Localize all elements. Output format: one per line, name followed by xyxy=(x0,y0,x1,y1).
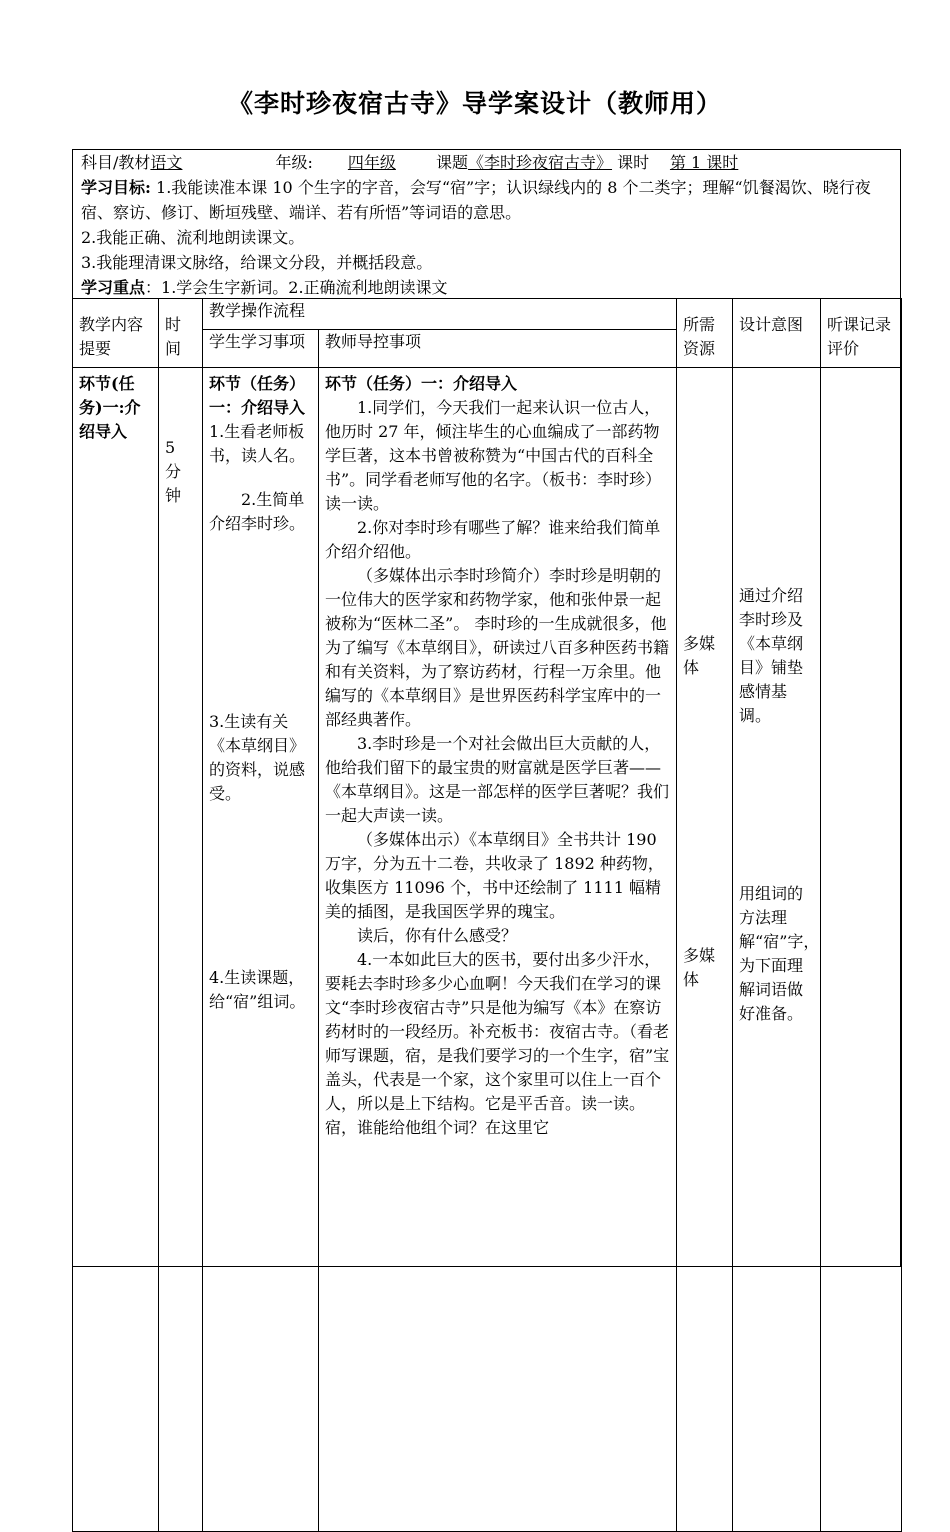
teacher-para-4: 3.李时珍是一个对社会做出巨大贡献的人，他给我们留下的最宝贵的财富就是医学巨著——《本草纲目》。这是一部怎样的医学巨著呢？我们一起大声读一读。 xyxy=(325,734,670,825)
objectives-label: 学习目标: xyxy=(81,178,151,197)
student-step-3: 3.生读有关《本草纲目》的资料，说感受。 xyxy=(209,712,306,803)
row1-time xyxy=(159,368,203,1532)
teacher-para-5: （多媒体出示）《本草纲目》全书共计 190 万字，分为五十二卷，共收录了 1892 种药物，收集医方 11096 个，书中还绘制了 1111 幅精美的插图，是我国医学界的瑰宝。 xyxy=(325,830,664,921)
subject-value: 语文 xyxy=(150,153,183,172)
grade-label: 年级: xyxy=(275,153,313,172)
header-time: 时间 xyxy=(159,299,203,368)
period-value: 第 1 课时 xyxy=(669,153,739,172)
resource-2: 多媒体 xyxy=(683,946,716,989)
row1-time-text: 5 分钟 xyxy=(165,438,182,505)
grade-value: 四年级 xyxy=(347,153,396,172)
key-points-text: ：1.学会生字新词。2.正确流利地朗读课文 xyxy=(145,278,448,297)
objective-1: 1.我能读准本课 10 个生字的字音，会写“宿”字；认识绿线内的 8 个二类字；理解“饥餐渴饮、晓行夜宿、察访、修订、断垣残壁、端详、若有所悟”等词语的意思。 xyxy=(81,178,871,222)
page-title: 《李时珍夜宿古寺》导学案设计（教师用） xyxy=(227,89,722,118)
header-intent: 设计意图 xyxy=(733,299,821,368)
row1-teacher xyxy=(319,368,677,1532)
row1-student xyxy=(203,368,319,1532)
student-step-1: 1.生看老师板书，读人名。 xyxy=(209,422,306,465)
topic-value: 《李时珍夜宿古寺》 xyxy=(468,153,613,172)
student-heading: 环节（任务）一：介绍导入 xyxy=(209,374,306,417)
teacher-para-2: 2.你对李时珍有哪些了解？谁来给我们简单介绍介绍他。 xyxy=(325,518,661,561)
student-step-2: 2.生简单介绍李时珍。 xyxy=(209,490,306,533)
flow-table xyxy=(72,298,902,1532)
topic-label: 课题 xyxy=(436,153,469,172)
header-flow: 教学操作流程 xyxy=(203,299,677,330)
teacher-para-1: 1.同学们，今天我们一起来认识一位古人，他历时 27 年，倾注毕生的心血编成了一部药物学巨著，这本书曾被称赞为“中国古代的百科全书”。同学看老师写他的名字。（板书：李时珍）读一读。 xyxy=(325,398,662,513)
header-student: 学生学习事项 xyxy=(203,329,319,367)
row1-resource xyxy=(677,368,733,1532)
header-teacher: 教师导控事项 xyxy=(319,329,677,367)
teacher-para-7: 4.一本如此巨大的医书，要付出多少汗水，要耗去李时珍多少心血啊！今天我们在学习的课文“李时珍夜宿古寺”只是他为编写《本》在察访药材时的一段经历。补充板书：夜宿古寺。（看老师写课题，宿，是我们要学习的一个生字，宿”宝盖头，代表是一个家，这个家里可以住上一百个人，所以是上下结构。它是平舌音。读一读。宿，谁能给他组个词？在这里它 xyxy=(325,950,670,1137)
row1-intent xyxy=(733,368,821,1532)
header-content: 教学内容提要 xyxy=(73,299,159,368)
student-step-4: 4.生读课题，给“宿”组词。 xyxy=(209,968,306,1011)
resource-1: 多媒体 xyxy=(683,634,716,677)
teacher-para-3: （多媒体出示李时珍简介）李时珍是明朝的一位伟大的医学家和药物学家，他和张仲景一起被称为“医林二圣”。 李时珍的一生成就很多，他为了编写《本草纲目》，研读过八百多种医药书籍和有关资料，为了察访药材，行程一万余里。他编写的《本草纲目》是世界医药科学宝库中的一部经典著作。 xyxy=(325,566,670,729)
header-eval: 听课记录评价 xyxy=(821,299,902,368)
subject-label: 科目/教材 xyxy=(81,153,151,172)
objectives xyxy=(81,175,894,300)
teacher-para-6: 读后，你有什么感受？ xyxy=(357,926,518,945)
teacher-heading: 环节（任务）一：介绍导入 xyxy=(325,374,518,393)
row1-eval xyxy=(821,368,902,1532)
objective-3: 3.我能理清课文脉络，给课文分段，并概括段意。 xyxy=(81,253,433,272)
intent-2: 用组词的方法理解“宿”字，为下面理解词语做好准备。 xyxy=(739,884,820,1023)
objective-2: 2.我能正确、流利地朗读课文。 xyxy=(81,228,305,247)
period-label: 课时 xyxy=(617,153,650,172)
row1-content: 环节(任务)一:介绍导入 xyxy=(73,368,159,1532)
header-resource: 所需资源 xyxy=(677,299,733,368)
key-points-label: 学习重点 xyxy=(81,278,146,297)
lesson-plan-sheet xyxy=(72,149,901,1267)
intent-1: 通过介绍李时珍及《本草纲目》铺垫感情基调。 xyxy=(739,586,804,725)
meta-line xyxy=(81,150,894,175)
